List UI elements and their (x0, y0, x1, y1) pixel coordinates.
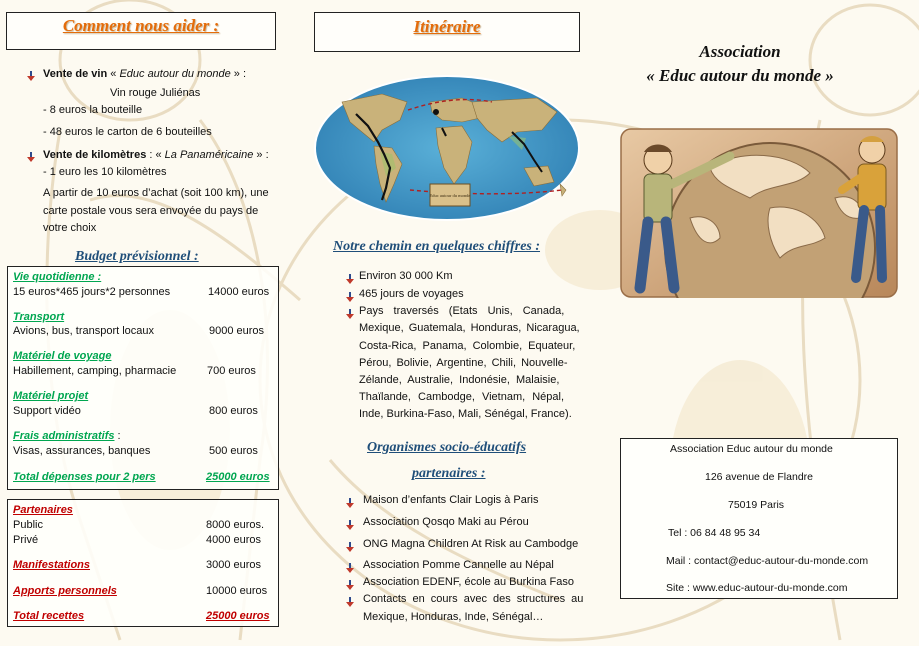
arrow-bullet-icon (24, 70, 38, 82)
km-sale-suffix: » : (253, 149, 269, 161)
income-box (7, 499, 279, 627)
km-note-3: votre choix (43, 222, 97, 234)
expense-category-frais-colon: : (114, 430, 121, 442)
org-item: Association Qosqo Maki au Pérou (363, 516, 529, 528)
income-category-partenaires: Partenaires (13, 504, 73, 516)
pays-line-3: Costa-Rica, Panama, Colombie, Equateur, (359, 340, 576, 352)
km-sale-label: Vente de kilomètres (43, 149, 147, 161)
chiffre-jours: 465 jours de voyages (359, 288, 464, 300)
income-amount-apports: 10000 euros (206, 585, 268, 597)
expense-line-vie: 15 euros*465 jours*2 personnes (13, 286, 171, 298)
km-sale-line (43, 149, 269, 161)
expense-total-amount: 25000 euros (206, 471, 270, 483)
km-note-1: A partir de 10 euros d’achat (soit 100 km), une (43, 187, 269, 199)
wine-price-box: - 48 euros le carton de 6 bouteilles (43, 126, 212, 138)
globe-illustration-image (620, 128, 898, 298)
arrow-bullet-icon (343, 519, 357, 531)
arrow-bullet-icon (343, 541, 357, 553)
expense-category-frais-wrap (13, 430, 121, 442)
arrow-bullet-icon (343, 273, 357, 285)
help-heading: Comment nous aider : (62, 16, 220, 35)
association-title-line-2: « Educ autour du monde » (646, 66, 834, 85)
chiffres-heading: Notre chemin en quelques chiffres : (333, 239, 541, 254)
arrow-bullet-icon (343, 596, 357, 608)
wine-price-bottle: - 8 euros la bouteille (43, 104, 143, 116)
org-item: Association EDENF, école au Burkina Faso (363, 576, 574, 588)
expense-amount-materiel: 700 euros (207, 365, 256, 377)
km-sale-prefix: : « (146, 149, 165, 161)
contact-mail[interactable]: Mail : contact@educ-autour-du-monde.com (666, 555, 869, 567)
income-total-label: Total recettes (13, 610, 85, 622)
expense-amount-vie: 14000 euros (208, 286, 270, 298)
wine-sale-line (43, 68, 246, 80)
arrow-bullet-icon (343, 497, 357, 509)
org-item: Association Pomme Cannelle au Népal (363, 559, 554, 571)
itinerary-heading: Itinéraire (413, 17, 481, 36)
contact-site[interactable]: Site : www.educ-autour-du-monde.com (666, 582, 848, 594)
income-amount-public: 8000 euros. (206, 519, 265, 531)
expenses-box (7, 266, 279, 490)
wine-sale-suffix: » : (230, 68, 247, 80)
pays-line-5: Zélande, Australie, Indonésie, Malaisie, (359, 374, 560, 386)
expense-line-frais: Visas, assurances, banques (13, 445, 151, 457)
km-sale-name: La Panaméricaine (164, 149, 254, 161)
wine-sale-prefix: « (107, 68, 120, 80)
income-amount-prive: 4000 euros (206, 534, 262, 546)
help-heading-box (6, 12, 276, 50)
orgs-heading-1: Organismes socio-éducatifs (367, 440, 527, 455)
org-item: Maison d’enfants Clair Logis à Paris (363, 494, 539, 506)
budget-heading: Budget prévisionnel : (75, 249, 199, 264)
km-price: - 1 euro les 10 kilomètres (43, 166, 167, 178)
expense-category-materiel: Matériel de voyage (13, 350, 112, 362)
income-category-manifestations: Manifestations (13, 559, 91, 571)
map-sign-text: Educ autour du monde (429, 193, 471, 198)
wine-name: Vin rouge Juliénas (110, 87, 201, 99)
arrow-bullet-icon (343, 562, 357, 574)
expense-category-vie: Vie quotidienne : (13, 271, 102, 283)
arrow-bullet-icon (343, 308, 357, 320)
pays-line-2: Mexique, Guatemala, Honduras, Nicaragua, (359, 322, 580, 334)
arrow-bullet-icon (343, 579, 357, 591)
orgs-heading-2: partenaires : (412, 466, 486, 481)
km-note-2: carte postale vous sera envoyée du pays de (43, 205, 259, 217)
pays-line-4: Pérou, Bolivie, Argentine, Chili, Nouvelle- (359, 357, 568, 369)
wine-sale-label: Vente de vin (43, 68, 108, 80)
itinerary-heading-box (314, 12, 580, 52)
income-line-public: Public (13, 519, 43, 531)
expense-line-projet: Support vidéo (13, 405, 81, 417)
pays-line-6: Thaïlande, Cambodge, Vietnam, Népal, (359, 391, 565, 403)
income-line-prive: Privé (13, 534, 39, 546)
arrow-bullet-icon (343, 291, 357, 303)
expense-total-label: Total dépenses pour 2 pers (13, 471, 156, 483)
world-map-image (312, 72, 582, 224)
chiffre-km: Environ 30 000 Km (359, 270, 453, 282)
income-total-amount: 25000 euros (206, 610, 270, 622)
expense-category-frais: Frais administratifs (13, 430, 115, 442)
expense-category-projet: Matériel projet (13, 390, 89, 402)
contact-tel: Tel : 06 84 48 95 34 (668, 527, 761, 539)
contact-street: 126 avenue de Flandre (705, 471, 813, 483)
association-title (620, 40, 860, 88)
pays-line-1: Pays traversés (Etats Unis, Canada, (359, 305, 565, 317)
org-last-1: Contacts en cours avec des structures au (363, 593, 584, 605)
expense-line-transport: Avions, bus, transport locaux (13, 325, 155, 337)
wine-sale-name: Educ autour du monde (119, 68, 231, 80)
contact-box (620, 438, 898, 599)
association-title-line-1: Association (699, 42, 781, 61)
expense-line-materiel: Habillement, camping, pharmacie (13, 365, 177, 377)
income-amount-manifestations: 3000 euros (206, 559, 262, 571)
pays-line-7: Inde, Burkina-Faso, Mali, Sénégal, France). (359, 408, 572, 420)
arrow-bullet-icon (24, 151, 38, 163)
expense-amount-projet: 800 euros (209, 405, 258, 417)
org-last-2: Mexique, Honduras, Inde, Sénégal… (363, 611, 544, 623)
expense-amount-frais: 500 euros (209, 445, 258, 457)
contact-city: 75019 Paris (728, 499, 785, 511)
contact-name: Association Educ autour du monde (670, 443, 833, 455)
org-item: ONG Magna Children At Risk au Cambodge (363, 538, 579, 550)
income-category-apports: Apports personnels (13, 585, 117, 597)
expense-category-transport: Transport (13, 311, 65, 323)
expense-amount-transport: 9000 euros (209, 325, 265, 337)
